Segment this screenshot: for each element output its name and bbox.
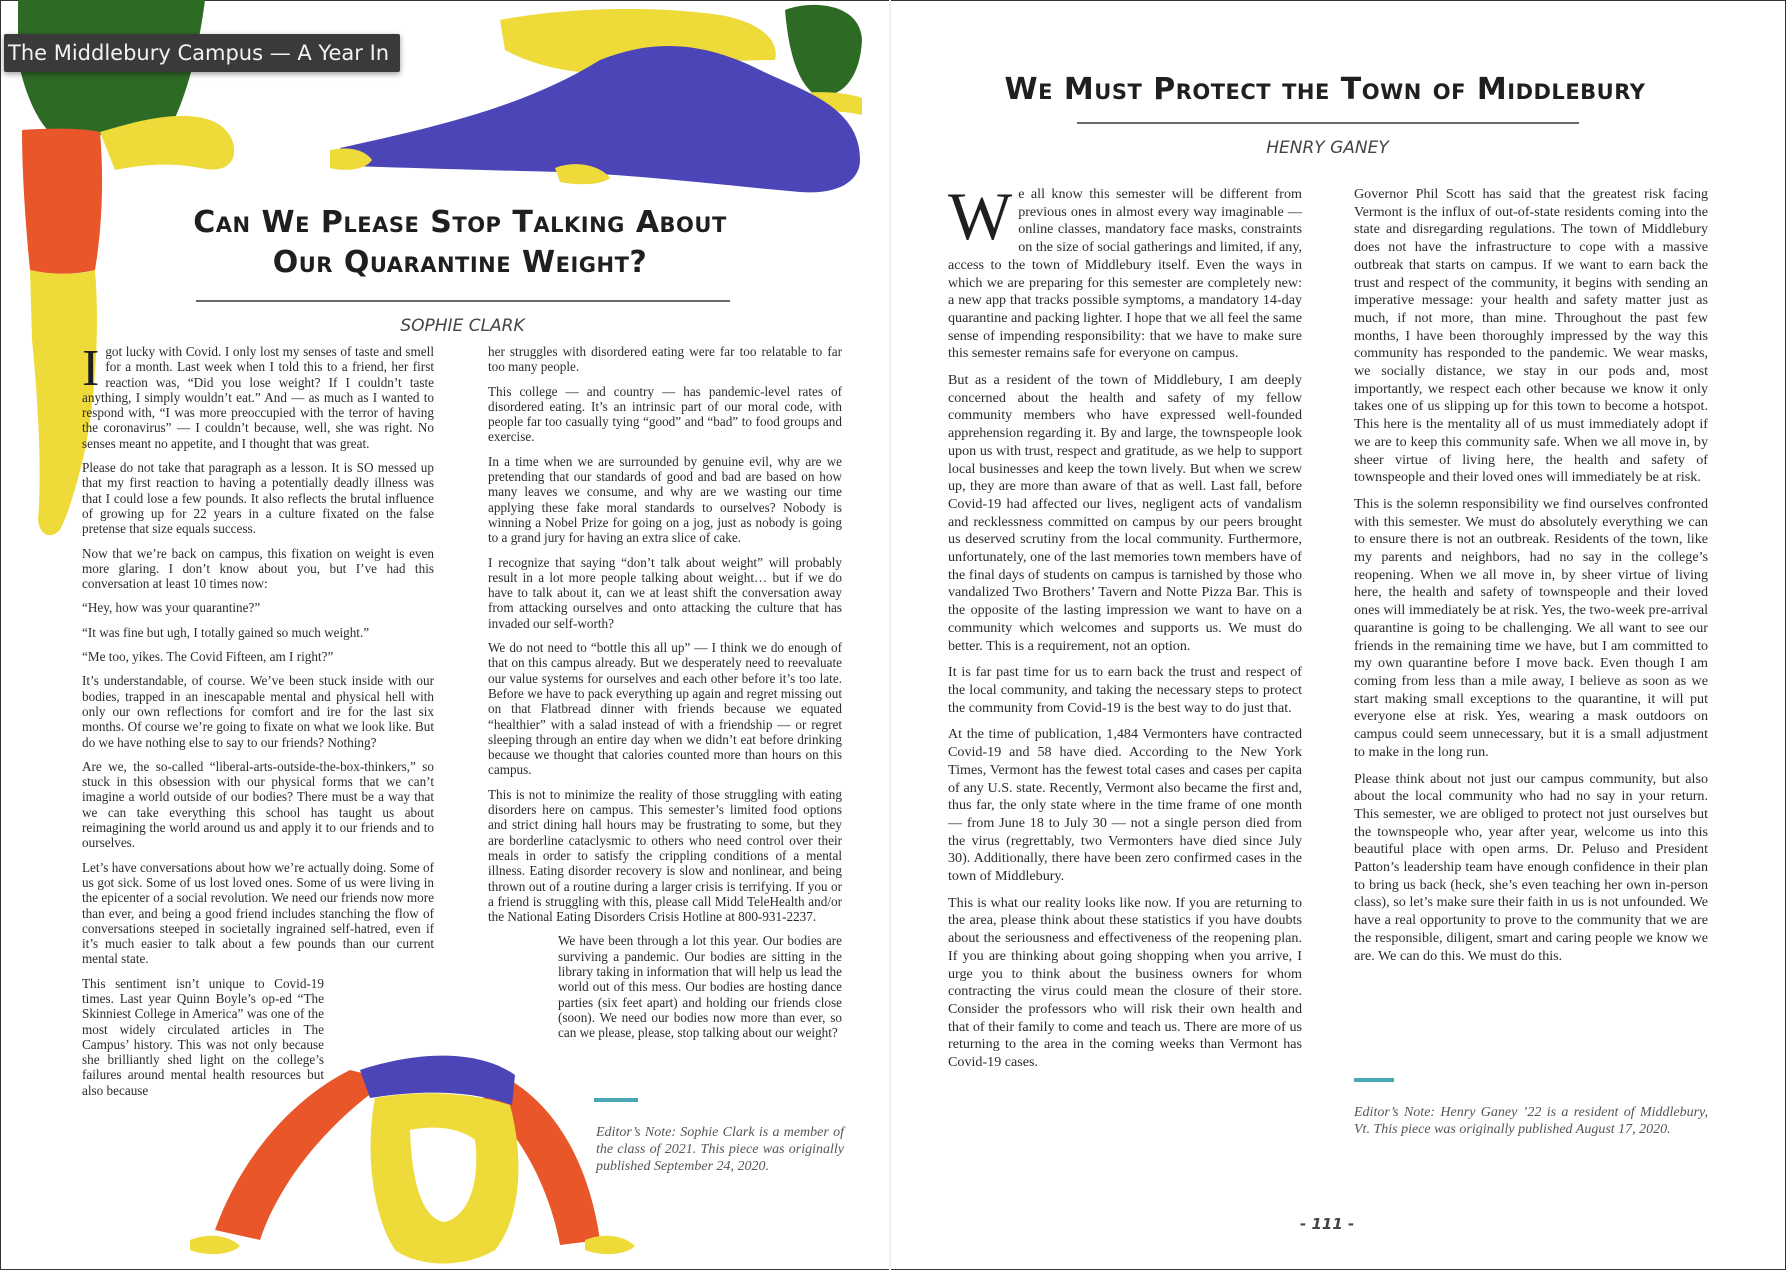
- left-c2-p1: her struggles with disordered eating were far too relatable to far too many people.: [488, 344, 842, 375]
- left-c1-p2: Please do not take that paragraph as a lesson. It is SO messed up that my first reaction to having a potentially deadly illness was that I could lose a few pounds. It also reflects the brutal influence of growing up for 22 years in a culture fixated on the false pretense that size equals success.: [82, 460, 434, 537]
- left-c1-p10: This sentiment isn’t unique to Covid-19 times. Last year Quinn Boyle’s op-ed “The Skinniest College in America” was one of the most widely circulated articles in The Campus’ history. This was not only because she brilliantly shed light on the college’s failures around mental health resources but also because: [82, 975, 324, 1098]
- left-c2-p7: We have been through a lot this year. Our bodies are surviving a pandemic. Our bodies are sitting in the library taking in information that will help us lead the world out of this mess. Our bodies are hosting dance parties (six feet apart) and holding our friends close (soon). We need our bodies now more than ever, so can we please, please, stop talking about our weight?: [558, 933, 842, 1041]
- right-column-1: [948, 178, 1302, 1081]
- top-figure-hair: [785, 5, 862, 96]
- right-c2-p2: This is the solemn responsibility we find ourselves confronted with this semester. We must do absolutely everything we can to ensure there is not an outbreak. Residents of the town, like my parents and neighbors, had no say in the college’s reopening. When we all move in, by sheer virtue of living here, the health and safety of townspeople and their loved ones will immediately be at risk. Yes, the two-week pre-arrival quarantine is going to be challenging. We all want to see our friends in the remaining time we have, but I am committed to my own quarantine before I move back. Even though I am coming from less than a mile away, I believe as soon as we start making small exceptions to the quarantine, it will put everyone else at risk. Yes, wearing a mask outdoors on campus could seem unnecessary, but it is a small adjustment to make in the long run.: [1354, 495, 1708, 760]
- right-c2-p1: Governor Phil Scott has said that the greatest risk facing Vermont is the influx of out-of-state residents coming into the state and disregarding regulations. The town of Middlebury does not have the infrastructure to cope with a massive outbreak that starts on campus. If we want to earn back the trust and respect of the community, it begins with sending an imperative message: your health and safety matter just as much, if not more, than mine. Throughout the past few months, I have been thoroughly impressed by the way this community has responded to the pandemic. We wear masks, we socially distance, we stay in our pods and, most importantly, we respect each other because we know it only takes one of us slipping up for this town to become a hotspot. This here is the mentality all of us must immediately adopt if we are to keep this community safe. When we all move in, by sheer virtue of living here, the health and safety of townspeople and their loved ones will immediately be at risk.: [1354, 186, 1708, 486]
- right-author: HENRY GANEY: [1266, 138, 1389, 158]
- left-editor-note-rule: [594, 1098, 638, 1102]
- bottom-figure-hand-left: [190, 1236, 240, 1254]
- right-article-title: We Must Protect the Town of Middlebury: [1004, 72, 1646, 107]
- left-c1-p4: “Hey, how was your quarantine?”: [82, 600, 261, 616]
- left-c1-p9: Let’s have conversations about how we’re actually doing. Some of us got sick. Some of us lost loved ones. Some of us were living in the epicenter of a social revolution. We need our friends now more than ever, and being a good friend includes stanching the flow of conversations steeped in societally ingrained self-hatred, even if it’s much easier to talk about a few pounds than our current mental state.: [82, 859, 434, 967]
- left-column-1: [82, 340, 434, 1126]
- top-left-figure-torso: [22, 129, 102, 274]
- left-article-title: [150, 203, 770, 283]
- right-title-rule: [1077, 122, 1579, 124]
- left-c1-p6: “Me too, yikes. The Covid Fifteen, am I right?”: [82, 649, 334, 665]
- left-c1-p1: got lucky with Covid. I only lost my senses of taste and smell for a month. Last week when I told this to a friend, her first reaction was, “Did you lose weight? If I couldn’t taste anything, I simply wouldn’t eat.” And — as much as I wanted to respond with, “I was more preoccupied with the terror of having the coronavirus” — I couldn’t because, well, she was right. No senses meant no appetite, and I thought that was great.: [82, 344, 434, 451]
- left-c1-p3: Now that we’re back on campus, this fixation on weight is even more glaring. I don’t know about you, but I’ve had this conversation at least 10 times now:: [82, 545, 434, 592]
- right-c1-p1: e all know this semester will be different from previous ones in almost every way imaginable — online classes, mandatory face masks, constraints on the size of social gatherings and limited, if any, access to the town of Middlebury itself. Even the ways in which we are preparing for this semester are completely new: a new app that tracks possible symptoms, a mandatory 14-day quarantine and packing lighter. I hope that we all feel the same sense of impending responsibility: that we have to make sure this semester remains safe for everyone on campus.: [948, 186, 1302, 362]
- left-c2-p4: I recognize that saying “don’t talk about weight” will probably result in a lot more people talking about weight… but if we do have to talk about it, can we at least shift the conversation away from attacking ourselves and onto attacking the culture that has invaded our self-worth?: [488, 554, 842, 631]
- page-number: - 111 -: [1300, 1215, 1355, 1233]
- left-title-line1: Can We Please Stop Talking About: [193, 205, 727, 240]
- left-c2-p6: This is not to minimize the reality of those struggling with eating disorders here on campus. This semester’s limited food options and strict dining hall hours may be frustrating to some, but they are borderline cataclysmic to others who need control over their meals in order to satisfy the crippling conditions of a mental illness. Eating disorder recovery is slow and nonlinear, and being thrown out of a routine during a larger crisis is terrifying. If you or a friend is struggling with this, please call Midd TeleHealth and/or the National Eating Disorders Crisis Hotline at 800-931-2237.: [488, 786, 842, 925]
- left-c1-p5: “It was fine but ugh, I totally gained so much weight.”: [82, 624, 370, 640]
- left-author: SOPHIE CLARK: [400, 316, 525, 336]
- right-c1-p3: It is far past time for us to earn back the trust and respect of the local community, and taking the necessary steps to protect the community from Covid-19 is the best way to do just that.: [948, 664, 1302, 716]
- right-c1-p2: But as a resident of the town of Middlebury, I am deeply concerned about the health and safety of my fellow community members who have expressed well-founded apprehension regarding it. By and large, the townspeople look upon us with trust, respect and gratitude, as we help to support local businesses and keep the town lively. But when we screw up, they are more than aware of that as well. Last fall, before Covid-19 had affected our lives, negligent acts of vandalism and recklessness committed on campus by our peers brought us deserved scrutiny from the local community. Furthermore, unfortunately, one of the last memories town members have of the final days of students on campus is tarnished by those who vandalized Two Brothers’ Tavern and Notte Pizza Bar. This is the opposite of the lasting impression we want to have on a community which welcomes and supports us. We must do better. This is a requirement, not an option.: [948, 372, 1302, 654]
- right-c2-p3: Please think about not just our campus community, but also about the local community who had no say in your return. This semester, we are obliged to protect not just ourselves but the townspeople who, year after year, welcome us into this beautiful place with open arms. Dr. Peluso and President Patton’s leadership team have enough confidence in their plan to bring us back (heck, she’s even teaching her own in-person class), so let’s make sure their faith in us is not unfounded. We have a real opportunity to prove to the community that we are the responsible, diligent, smart and caring people we know we are. We can do this. We must do this.: [1354, 770, 1708, 964]
- left-c1-float: [324, 976, 434, 1126]
- right-dropcap: W: [948, 178, 1013, 254]
- left-c2-p3: In a time when we are surrounded by genuine evil, why are we pretending that our standards of good and bad are based on how many leaves we consume, and why are we wasting our time applying these fake moral standards to ourselves? Nobody is winning a Nobel Prize for going on a jog, just as nobody is going to a grand jury for having an extra slice of cake.: [488, 453, 842, 546]
- left-c2-p2: This college — and country — has pandemic-level rates of disordered eating. It’s an intrinsic part of our moral code, with people far too casually tying “good” and “bad” to food groups and exercise.: [488, 383, 842, 445]
- left-dropcap: I: [82, 340, 100, 397]
- left-column-2: [488, 344, 842, 1049]
- left-c1-p8: Are we, the so-called “liberal-arts-outside-the-box-thinkers,” so stuck in this obsession with our physical forms that we can’t imagine a world outside of our bodies? There must be a way that we can take everything this school has taught us about reimagining the world around us and apply it to our friends and to ourselves.: [82, 758, 434, 851]
- bottom-figure-hand-right: [585, 1236, 635, 1254]
- right-editor-note-rule: [1354, 1078, 1394, 1082]
- right-c1-p4: At the time of publication, 1,484 Vermonters have contracted Covid-19 and 58 have died. According to the New York Times, Vermont has the fewest total cases and cases per capita of any U.S. state. Recently, Vermont also became the first and, thus far, the only state where in the time frame of one month — from June 18 to July 30 — not a single person died from the virus (regrettably, two Vermonters have died since July 30). Additionally, there have been zero confirmed cases in the town of Middlebury.: [948, 726, 1302, 885]
- left-editor-note: Editor’s Note: Sophie Clark is a member of the class of 2021. This piece was originally published September 24, 2020.: [596, 1125, 844, 1174]
- left-title-line2: Our Quarantine Weight?: [272, 245, 648, 280]
- left-c2-float: [488, 933, 558, 1033]
- right-column-2: [1354, 186, 1708, 974]
- left-c2-p5: We do not need to “bottle this all up” — I think we do enough of that on this campus already. But we desperately need to reevaluate our value systems for ourselves and each other before it’s too late. Before we have to pack everything up again and regret missing out on that Flatbread dinner with friends because we equated “healthier” with a salad instead of with a friendship — or regret sleeping through an entire day when we didn’t eat before drinking because we thought that calories counted more than hours on this campus.: [488, 640, 842, 778]
- right-editor-note: Editor’s Note: Henry Ganey ’22 is a resident of Middlebury, Vt. This piece was originally published August 17, 2020.: [1354, 1105, 1708, 1137]
- page-gutter: [889, 0, 891, 1270]
- left-title-rule: [196, 300, 730, 302]
- left-c1-p7: It’s understandable, of course. We’ve been stuck inside with our bodies, trapped in an inescapable mental and physical hell with only our own reflections for comfort and ire for the last six months. Of course we’re going to fixate on what we look like. But do we have nothing else to say to our friends? Nothing?: [82, 673, 434, 750]
- app-title: The Middlebury Campus — A Year In: [4, 34, 400, 72]
- right-c1-p5: This is what our reality looks like now. If you are returning to the area, please think about these statistics if you have doubts about the seriousness and effectiveness of the reopening plan. If you are thinking about going shopping when you arrive, I urge you to think about the business owners for whom contracting the virus could mean the closure of their store. Consider the professors who will risk their own health and that of their family to come and teach us. There are more of us returning to the area in the coming weeks than Vermont has Covid-19 cases.: [948, 894, 1302, 1071]
